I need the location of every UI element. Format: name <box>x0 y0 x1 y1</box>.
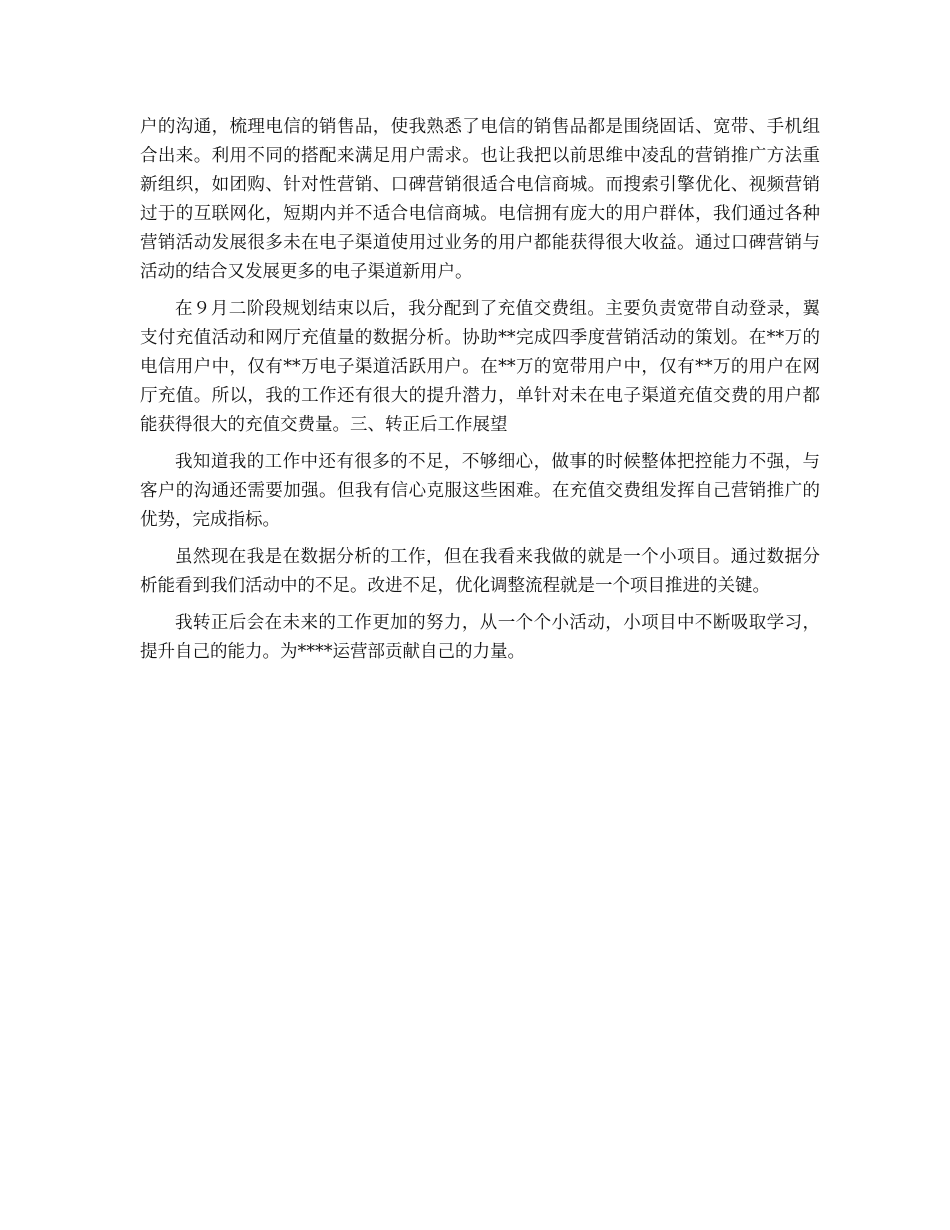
paragraph-2: 在９月二阶段规划结束以后，我分配到了充值交费组。主要负责宽带自动登录，翼支付充值活动和网厅充值量的数据分析。协助**完成四季度营销活动的策划。在**万的电信用户中，仅有**万电子渠道活跃用户。在**万的宽带用户中，仅有**万的用户在网厅充值。所以，我的工作还有很大的提升潜力，单针对未在电子渠道充值交费的用户都能获得很大的充值交费量。三、转正后工作展望 <box>140 299 820 435</box>
paragraph-5: 我转正后会在未来的工作更加的努力，从一个个小活动，小项目中不断吸取学习，提升自己的能力。为****运营部贡献自己的力量。 <box>140 613 820 662</box>
document-body <box>140 113 820 675</box>
paragraph-3: 我知道我的工作中还有很多的不足，不够细心，做事的时候整体把控能力不强，与客户的沟通还需要加强。但我有信心克服这些困难。在充值交费组发挥自己营销推广的优势，完成指标。 <box>140 452 820 530</box>
paragraph-1: 户的沟通，梳理电信的销售品，使我熟悉了电信的销售品都是围绕固话、宽带、手机组合出来。利用不同的搭配来满足用户需求。也让我把以前思维中凌乱的营销推广方法重新组织，如团购、针对性营销、口碑营销很适合电信商城。而搜索引擎优化、视频营销过于的互联网化，短期内并不适合电信商城。电信拥有庞大的用户群体，我们通过各种营销活动发展很多未在电子渠道使用过业务的用户都能获得很大收益。通过口碑营销与活动的结合又发展更多的电子渠道新用户。 <box>140 117 820 282</box>
paragraph-4: 虽然现在我是在数据分析的工作，但在我看来我做的就是一个小项目。通过数据分析能看到我们活动中的不足。改进不足，优化调整流程就是一个项目推进的关键。 <box>140 547 820 596</box>
